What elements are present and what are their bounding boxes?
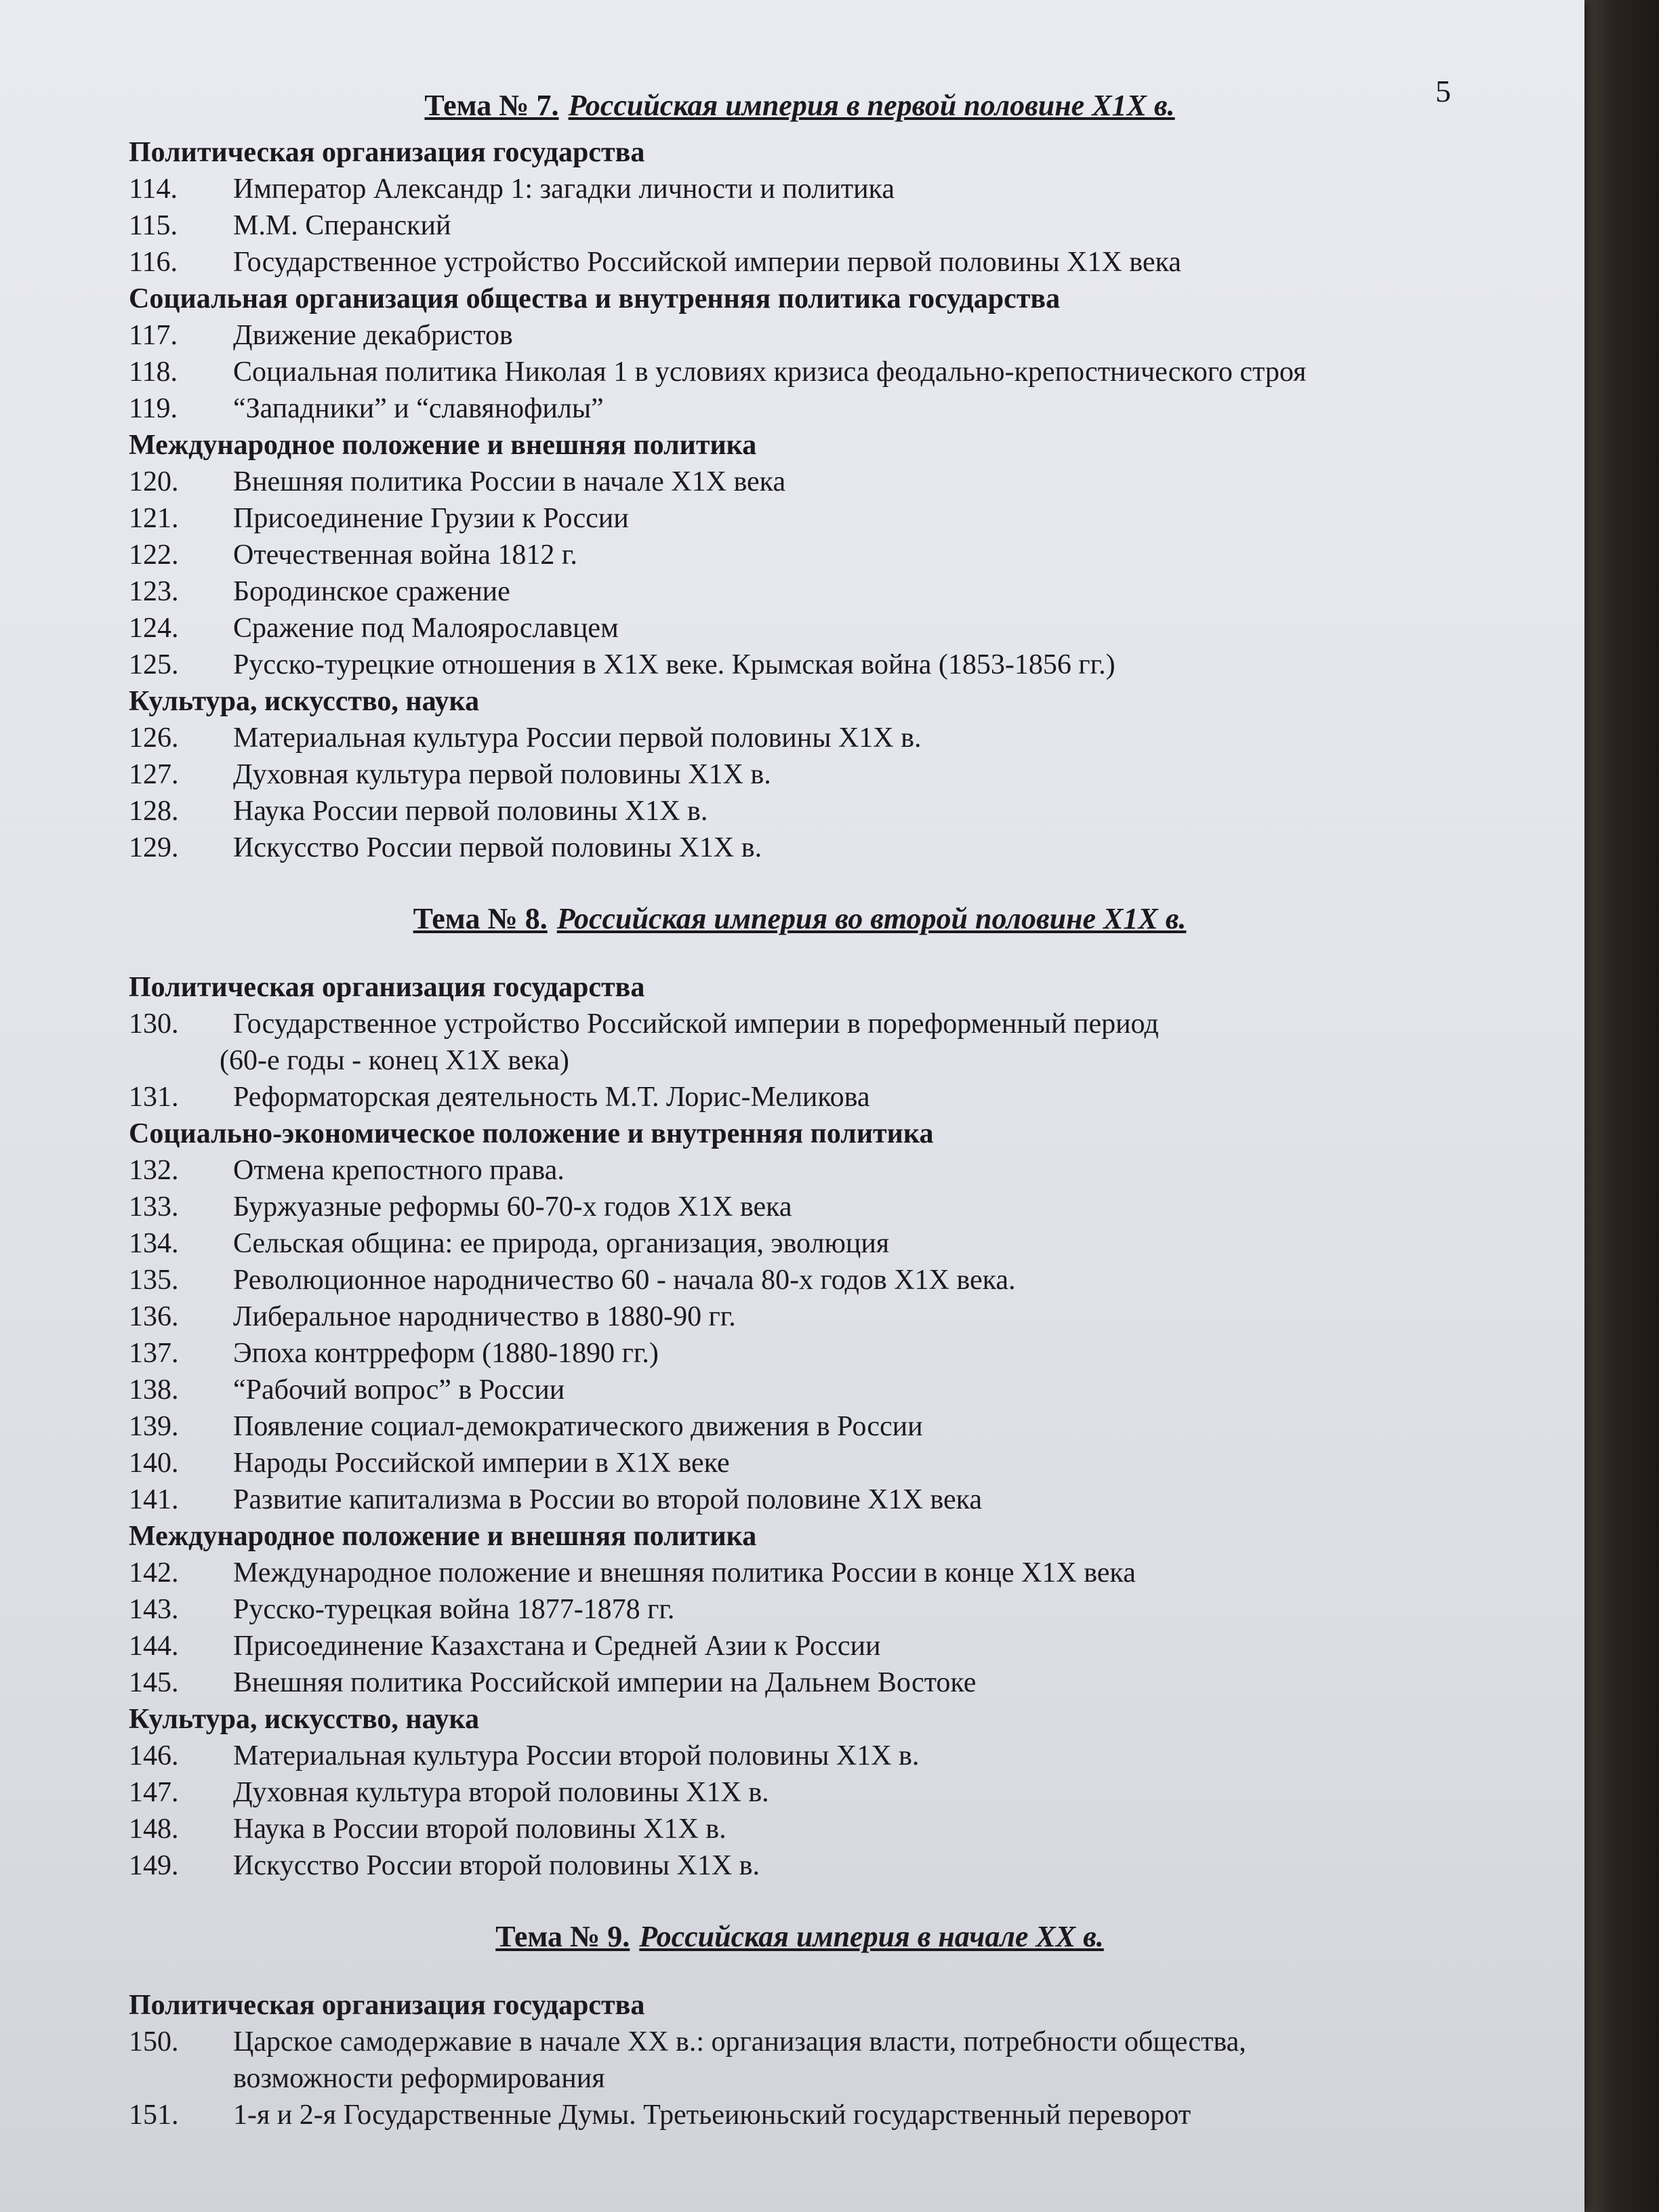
title-spacer [129, 126, 1471, 134]
topic-item [129, 1262, 1471, 1298]
theme-title-prefix: Тема № 9. [495, 1920, 630, 1953]
topic-number: 130. [129, 1008, 179, 1040]
section-heading: Политическая организация государства [129, 1990, 645, 2021]
topic-text-block [233, 647, 1471, 683]
theme-title-main: Российская империя в начале XX в. [639, 1920, 1104, 1953]
section-heading: Международное положение и внешняя политика [129, 430, 757, 461]
topic-text-block [233, 1262, 1471, 1298]
topic-text: Революционное народничество 60 - начала 80-х годов X1X века. [233, 1265, 1016, 1296]
topic-text-continuation: возможности реформирования [233, 2063, 605, 2094]
topic-text-block [233, 793, 1471, 830]
topic-item [129, 1774, 1471, 1811]
topic-number: 135. [129, 1265, 179, 1296]
topic-text: Русско-турецкая война 1877-1878 гг. [233, 1594, 675, 1625]
topic-item [129, 1372, 1471, 1408]
topic-number: 116. [129, 247, 178, 278]
topic-text-block [233, 1774, 1471, 1811]
page-number: 5 [1435, 74, 1451, 108]
topic-text-block [233, 390, 1471, 427]
title-spacer [129, 939, 1471, 969]
topic-number: 129. [129, 832, 179, 863]
topic-item [129, 1738, 1471, 1774]
topic-text-block [233, 1079, 1471, 1115]
section-heading: Культура, искусство, наука [129, 686, 480, 717]
topic-item [129, 1408, 1471, 1445]
topic-item [129, 830, 1471, 866]
topic-text: Бородинское сражение [233, 576, 510, 607]
topic-item [129, 464, 1471, 500]
topic-text: Народы Российской империи в X1X веке [233, 1448, 730, 1479]
theme-title [129, 899, 1471, 939]
topic-text: Государственное устройство Российской империи первой половины X1X века [233, 247, 1181, 278]
topic-number: 123. [129, 576, 179, 607]
topic-text-continuation: (60-е годы - конец X1X века) [220, 1045, 569, 1076]
topic-item [129, 537, 1471, 573]
topic-text-block [233, 1372, 1471, 1408]
topic-text-block [233, 317, 1471, 354]
topic-number: 148. [129, 1814, 179, 1845]
topic-text-block [233, 2024, 1471, 2097]
topic-text: Наука в России второй половины X1X в. [233, 1814, 726, 1845]
topic-item [129, 1481, 1471, 1518]
topic-text: Внешняя политика Российской империи на Дальнем Востоке [233, 1667, 977, 1698]
topic-item [129, 354, 1471, 390]
topic-text-block [233, 610, 1471, 647]
topic-number: 147. [129, 1777, 179, 1808]
topic-text-block [233, 2097, 1471, 2133]
topic-number: 115. [129, 210, 178, 241]
topic-item [129, 2097, 1471, 2133]
topic-text: Сельская община: ее природа, организация, эволюция [233, 1228, 890, 1259]
topic-text: Материальная культура России первой половины X1X в. [233, 722, 922, 754]
topic-text-block [233, 1591, 1471, 1628]
topic-number: 119. [129, 393, 178, 424]
topic-text: Появление социал-демократического движения в России [233, 1411, 923, 1442]
topic-text-block [233, 1225, 1471, 1262]
topic-text: Духовная культура первой половины X1X в. [233, 759, 771, 790]
topic-number: 143. [129, 1594, 179, 1625]
topic-item [129, 1628, 1471, 1664]
topic-item [129, 171, 1471, 207]
topic-text: Материальная культура России второй половины X1X в. [233, 1740, 920, 1771]
topic-text-block [233, 830, 1471, 866]
topic-text: Царское самодержавие в начале XX в.: организация власти, потребности общества, [233, 2026, 1246, 2057]
topic-text: Эпоха контрреформ (1880-1890 гг.) [233, 1338, 659, 1369]
topic-number: 128. [129, 796, 179, 827]
topic-item [129, 1847, 1471, 1884]
topic-text-block [233, 1408, 1471, 1445]
topic-text-block [233, 171, 1471, 207]
topic-text: Реформаторская деятельность М.Т. Лорис-Меликова [233, 1082, 870, 1113]
topic-text-block [233, 354, 1471, 390]
section-heading: Социальная организация общества и внутренняя политика государства [129, 283, 1061, 314]
topic-item [129, 793, 1471, 830]
topic-number: 124. [129, 613, 179, 644]
theme-title-main: Российская империя в первой половине X1X в. [568, 89, 1175, 122]
topic-text: Искусство России второй половины X1X в. [233, 1850, 760, 1881]
topic-item [129, 1006, 1471, 1079]
theme-title [129, 85, 1471, 126]
topic-item [129, 207, 1471, 244]
desk-background [1579, 0, 1659, 2212]
topic-text-block [233, 1298, 1471, 1335]
topic-text-block [233, 1152, 1471, 1189]
topic-text-block [233, 1738, 1471, 1774]
topic-number: 134. [129, 1228, 179, 1259]
topic-item [129, 647, 1471, 683]
topic-text: Государственное устройство Российской империи в пореформенный период [233, 1008, 1159, 1040]
topic-number: 140. [129, 1448, 179, 1479]
topic-item [129, 720, 1471, 756]
section-heading: Культура, искусство, наука [129, 1704, 480, 1735]
theme-title [129, 1917, 1471, 1957]
topic-item [129, 244, 1471, 281]
topic-text: Присоединение Грузии к России [233, 503, 629, 534]
theme-spacer [129, 1884, 1471, 1917]
topic-item [129, 2024, 1471, 2097]
topic-number: 133. [129, 1191, 179, 1223]
topic-number: 120. [129, 466, 179, 497]
topic-item [129, 390, 1471, 427]
topic-number: 117. [129, 320, 178, 351]
topic-number: 136. [129, 1301, 179, 1332]
topic-number: 141. [129, 1484, 179, 1515]
topic-text: Отмена крепостного права. [233, 1155, 565, 1186]
topic-text-block [233, 1847, 1471, 1884]
topic-number: 149. [129, 1850, 179, 1881]
topic-text: Буржуазные реформы 60-70-х годов X1X века [233, 1191, 792, 1223]
topic-number: 125. [129, 649, 179, 680]
topic-item [129, 1555, 1471, 1591]
topic-item [129, 1335, 1471, 1372]
topic-text: Сражение под Малоярославцем [233, 613, 619, 644]
topic-item [129, 1298, 1471, 1335]
topic-text: Искусство России первой половины X1X в. [233, 832, 762, 863]
section-heading: Политическая организация государства [129, 137, 645, 168]
topic-item [129, 573, 1471, 610]
topic-text-block [233, 1481, 1471, 1518]
topic-text: Русско-турецкие отношения в X1X веке. Крымская война (1853-1856 гг.) [233, 649, 1115, 680]
topic-text: Император Александр 1: загадки личности и политика [233, 173, 895, 205]
topic-text-block [233, 207, 1471, 244]
topic-item [129, 756, 1471, 793]
topic-text: Социальная политика Николая 1 в условиях кризиса феодально-крепостнического строя [233, 356, 1307, 388]
topic-text-block [233, 1445, 1471, 1481]
topic-text: Движение декабристов [233, 320, 513, 351]
topic-text-block [233, 1335, 1471, 1372]
theme-title-prefix: Тема № 7. [424, 89, 559, 122]
topic-text: “Рабочий вопрос” в России [233, 1374, 565, 1406]
topic-text-block [233, 756, 1471, 793]
topic-number: 126. [129, 722, 179, 754]
topic-item [129, 500, 1471, 537]
topic-text-block [233, 1189, 1471, 1225]
topic-number: 122. [129, 539, 179, 571]
topic-item [129, 1811, 1471, 1847]
topic-number: 142. [129, 1557, 179, 1589]
topic-text-block [233, 720, 1471, 756]
topic-text: Международное положение и внешняя политика России в конце X1X века [233, 1557, 1136, 1589]
topic-number: 127. [129, 759, 179, 790]
topic-item [129, 1079, 1471, 1115]
topic-text-block [233, 1664, 1471, 1701]
topic-text: Присоединение Казахстана и Средней Азии к России [233, 1631, 881, 1662]
topic-item [129, 1664, 1471, 1701]
topic-text-block [233, 537, 1471, 573]
section-heading: Международное положение и внешняя политика [129, 1521, 757, 1552]
topic-number: 118. [129, 356, 178, 388]
topic-number: 114. [129, 173, 178, 205]
topic-text: Либеральное народничество в 1880-90 гг. [233, 1301, 736, 1332]
section-heading: Политическая организация государства [129, 972, 645, 1003]
topic-text-block [233, 1555, 1471, 1591]
theme-spacer [129, 866, 1471, 899]
topic-number: 145. [129, 1667, 179, 1698]
topic-text-block [233, 1628, 1471, 1664]
topic-number: 146. [129, 1740, 179, 1771]
theme-title-prefix: Тема № 8. [413, 902, 548, 935]
topic-number: 144. [129, 1631, 179, 1662]
title-spacer [129, 1957, 1471, 1987]
topic-text-block [233, 464, 1471, 500]
topic-number: 131. [129, 1082, 179, 1113]
topic-number: 150. [129, 2026, 179, 2057]
topic-text: Развитие капитализма в России во второй половине X1X века [233, 1484, 983, 1515]
topic-item [129, 610, 1471, 647]
topic-text-block [233, 500, 1471, 537]
topic-number: 137. [129, 1338, 179, 1369]
document-content [129, 85, 1471, 2133]
topic-item [129, 317, 1471, 354]
topic-text-block [233, 1811, 1471, 1847]
topic-text: Наука России первой половины X1X в. [233, 796, 708, 827]
theme-title-main: Российская империя во второй половине X1X в. [556, 902, 1187, 935]
topic-number: 138. [129, 1374, 179, 1406]
topic-number: 121. [129, 503, 179, 534]
topic-text: Отечественная война 1812 г. [233, 539, 577, 571]
topic-number: 132. [129, 1155, 179, 1186]
topic-item [129, 1152, 1471, 1189]
section-heading: Социально-экономическое положение и внутренняя политика [129, 1118, 934, 1149]
topic-item [129, 1225, 1471, 1262]
topic-text-block [233, 244, 1471, 281]
topic-text-block [233, 573, 1471, 610]
topic-item [129, 1591, 1471, 1628]
topic-item [129, 1445, 1471, 1481]
topic-number: 139. [129, 1411, 179, 1442]
topic-text: М.М. Сперанский [233, 210, 451, 241]
topic-item [129, 1189, 1471, 1225]
topic-text: “Западники” и “славянофилы” [233, 393, 604, 424]
topic-text: Внешняя политика России в начале X1X века [233, 466, 786, 497]
topic-text: Духовная культура второй половины X1X в. [233, 1777, 769, 1808]
topic-number: 151. [129, 2100, 179, 2131]
topic-text: 1-я и 2-я Государственные Думы. Третьеиюньский государственный переворот [233, 2100, 1191, 2131]
topic-text-block [220, 1006, 1471, 1079]
